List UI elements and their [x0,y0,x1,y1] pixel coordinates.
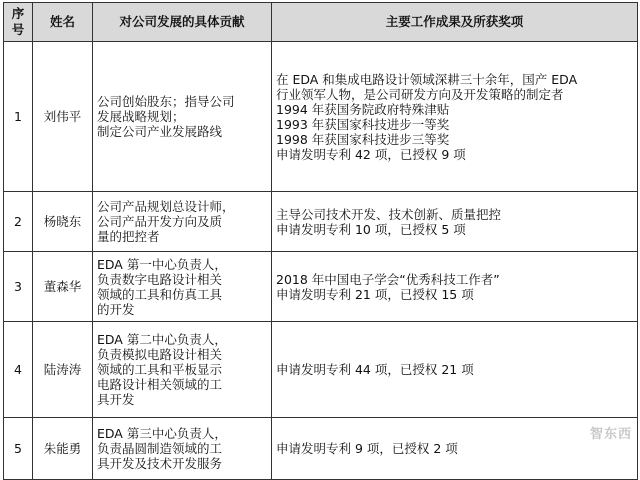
row-contribution [93,418,272,480]
staff-table [3,2,638,480]
result-line: 行业领军人物，是公司研发方向及开发策略的制定者 [276,86,564,102]
table-row [4,42,638,192]
header-contribution: 对公司发展的具体贡献 [93,3,272,42]
contribution-line: EDA 第一中心负责人， [97,256,227,272]
contribution-line: 电路设计相关领域的工 [97,377,223,392]
row-contribution [93,192,272,252]
contribution-line: 领域的工具和平板显示 [97,362,223,377]
contribution-line: EDA 第三中心负责人， [97,426,227,441]
result-line: 申请发明专利 42 项，已授权 9 项 [276,146,466,162]
contribution-line: 负责晶圆制造领域的工 [97,441,223,456]
result-line: 在 EDA 和集成电路设计领域深耕三十余年，国产 EDA [276,71,578,87]
contribution-line: 制定公司产业发展路线 [97,124,223,139]
result-line: 申请发明专利 21 项，已授权 15 项 [276,286,474,302]
table-row [4,418,638,480]
row-name: 朱能勇 [33,418,93,480]
contribution-line: 具开发及技术开发服务 [97,456,223,471]
header-results: 主要工作成果及所获奖项 [272,3,638,42]
row-index: 1 [4,42,33,192]
table-header-row [4,3,638,42]
contribution-line: 量的把控者 [97,229,160,244]
row-contribution [93,322,272,418]
result-line: 2018 年中国电子学会“优秀科技工作者” [276,271,500,287]
contribution-line: 公司产品规划总设计师， [97,199,235,214]
row-name: 董森华 [33,252,93,322]
row-contribution [93,252,272,322]
result-line: 申请发明专利 9 项，已授权 2 项 [276,441,458,456]
row-index: 4 [4,322,33,418]
table-row [4,322,638,418]
contribution-line: 负责数字电路设计相关 [97,271,223,287]
contribution-line: 公司产品开发方向及质 [97,214,223,229]
row-name: 刘伟平 [33,42,93,192]
row-name: 陆涛涛 [33,322,93,418]
contribution-line: 发展战略规划； [97,109,185,124]
row-results [272,42,638,192]
result-line: 申请发明专利 10 项，已授权 5 项 [276,221,466,237]
result-line: 1993 年获国家科技进步一等奖 [276,116,450,132]
row-index: 5 [4,418,33,480]
row-contribution [93,42,272,192]
row-results [272,252,638,322]
result-line: 主导公司技术开发、技术创新、质量把控 [276,206,502,222]
contribution-line: 的开发 [97,301,135,317]
row-results [272,418,638,480]
contribution-line: EDA 第二中心负责人， [97,332,227,347]
header-name: 姓名 [33,3,93,42]
table-row [4,192,638,252]
watermark-logo: 智东西 [589,427,632,442]
contribution-line: 具开发 [97,392,135,407]
contribution-line: 公司创始股东；指导公司 [97,94,235,109]
header-index: 序 号 [4,3,33,42]
row-name: 杨晓东 [33,192,93,252]
row-results [272,192,638,252]
result-line: 申请发明专利 44 项，已授权 21 项 [276,362,474,377]
result-line: 1998 年获国家科技进步三等奖 [276,131,450,147]
contribution-line: 领域的工具和仿真工具 [97,286,223,302]
contribution-line: 负责模拟电路设计相关 [97,347,223,362]
result-line: 1994 年获国务院政府特殊津贴 [276,101,450,117]
row-results [272,322,638,418]
row-index: 3 [4,252,33,322]
table-row [4,252,638,322]
row-index: 2 [4,192,33,252]
